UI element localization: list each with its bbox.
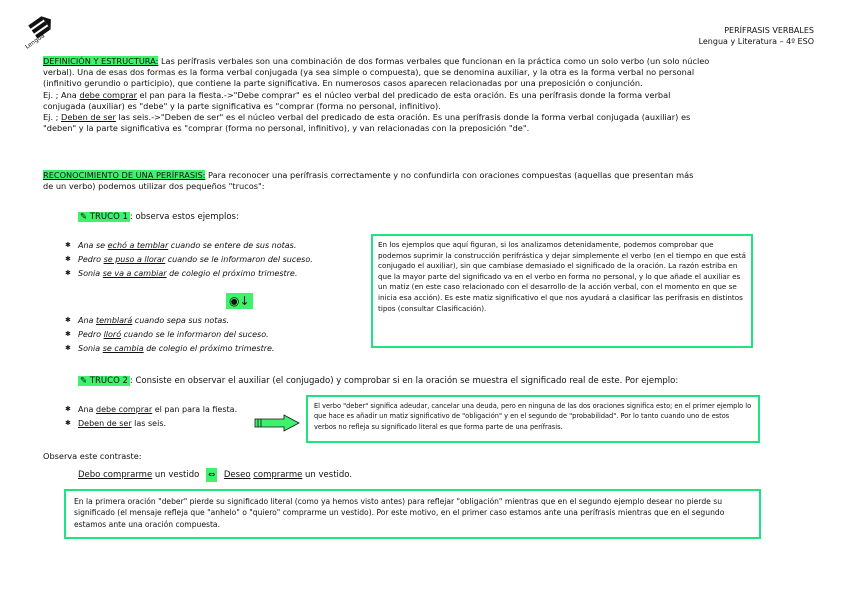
truco1-explanation: En los ejemplos que aquí figuran, si los analizamos detenidamente, podemos comprobar que podemos suprimir la construcción perifrástica y dejar simplemente el verbo (en el tiempo en que está conjugado el auxiliar), sin que cambiase demasiado el significado de la oración. La razón estriba en que la mayor parte del significado va en el verbo en forma no personal, y lo que añade el auxiliar es un matiz (en este caso relacionado con el desarrollo de la acción verbal, con el momento en que se inicia esa acción). Es este matiz significativo el que nos ayudará a clasificar las perífrasis en distintos tipos (consultar Clasificación). — [378, 240, 746, 313]
example-text: Ej. ; Ana — [43, 89, 80, 100]
truco2-title — [78, 376, 678, 386]
right-arrow-icon — [254, 414, 300, 436]
example-text: conjugada (auxiliar) es "debe" y la parte significativa es "comprar (forma no personal, infinitivo). — [43, 100, 441, 111]
contrast-intro: Observa este contraste: — [43, 451, 142, 461]
definition-line: Las perífrasis verbales son una combinación de dos formas verbales que funcionan en la práctica como un solo verbo (un solo núcleo — [161, 56, 710, 66]
logo — [23, 14, 62, 54]
list-item: ✱ Sonia se va a cambiar de colegio el próximo trimestre. — [78, 269, 297, 278]
pointer-icon: ✎ — [80, 376, 88, 386]
list-item: ✱ Deben de ser las seis. — [78, 419, 166, 428]
definition-section — [43, 56, 823, 134]
list-item: ✱ Ana temblará cuando sepa sus notas. — [78, 316, 229, 325]
example-text: Ej. ; — [43, 112, 62, 123]
eye-arrow-icons — [226, 293, 253, 309]
header-title: PERÍFRASIS VERBALES — [724, 26, 814, 35]
contrast-verb: comprarme — [253, 470, 303, 480]
truco2-text: : Consiste en observar el auxiliar (el conjugado) y comprobar si en la oración se muestra el significado real de este. Por ejemplo: — [129, 376, 679, 386]
truco1-title — [78, 212, 239, 222]
list-item: ✱ Pedro se puso a llorar cuando se le informaron del suceso. — [78, 255, 313, 264]
list-item: ✱ Pedro lloró cuando se le informaron del suceso. — [78, 330, 269, 339]
truco1-label: TRUCO 1 — [89, 212, 128, 222]
truco2-explanation: El verbo "deber" significa adeudar, cancelar una deuda, pero en ninguna de las dos oraciones significa esto; en el primer ejemplo lo que hace es añadir un matiz significativo de "obligación" y en el segundo de "probabilidad". Por lo tanto cuando uno de estos verbos no refleja su significado literal es que forma parte de una perífrasis. — [314, 402, 752, 431]
contrast-examples — [78, 468, 352, 482]
example-text: "deben" y la parte significativa es "comprar (forma no personal, infinitivo), y van relacionadas con la preposición "de". — [43, 123, 530, 134]
definition-line: verbal). Una de esas dos formas es la forma verbal conjugada (ya sea simple o compuesta), que se denomina auxiliar, y la otra es la forma verbal no personal — [43, 67, 695, 78]
example-text: el pan para la fiesta.->"Debe comprar" es el núcleo verbal del predicado de esta oración. Es una perífrasis donde la forma verbal — [136, 89, 671, 100]
recognition-section — [43, 170, 823, 192]
pointer-icon: ✎ — [80, 212, 88, 222]
definition-heading: DEFINICIÓN Y ESTRUCTURA: — [43, 56, 159, 66]
contrast-explanation: En la primera oración "deber" pierde su significado literal (como ya hemos visto antes) para reflejar "obligación" mientras que en el segundo ejemplo desear no pierde su significado (el mensaje refleja que "anhelo" o "quiero" comprarme un vestido). Por este motivo, en el primer caso estamos ante una perífrasis mientras que en el segundo estamos ante una oración compuesta. — [74, 497, 725, 529]
contrast-periphrasis: Debo comprarme — [78, 470, 153, 480]
header — [699, 25, 814, 47]
eye-icon: ◉ — [229, 294, 240, 308]
contrast-text: un vestido. — [302, 470, 353, 480]
list-item: ✱ Sonia se cambia de colegio el próximo trimestre. — [78, 344, 274, 353]
down-arrow-icon: ↓ — [239, 294, 250, 308]
list-item: ✱ Ana debe comprar el pan para la fiesta. — [78, 405, 237, 414]
logo-text: Lengua — [23, 32, 47, 51]
recognition-heading: RECONOCIMIENTO DE UNA PERÍFRASIS: — [43, 170, 206, 180]
header-subtitle: Lengua y Literatura – 4º ESO — [698, 37, 814, 46]
recognition-line: Para reconocer una perífrasis correctamente y no confundirla con oraciones compuestas (aquellas que presentan más — [208, 170, 694, 180]
example-text: las seis.->"Deben de ser" es el núcleo verbal del predicado de esta oración. Es una perífrasis donde la forma verbal conjugada (auxiliar) es — [115, 112, 691, 123]
example-periphrasis: debe comprar — [79, 89, 137, 100]
contrast-verb: Deseo — [223, 470, 251, 480]
example-periphrasis: Deben de ser — [61, 112, 116, 123]
double-arrow-icon: ⇔ — [208, 470, 216, 480]
truco1-text: : observa estos ejemplos: — [129, 212, 239, 222]
recognition-line: de un verbo) podemos utilizar dos pequeños "trucos": — [43, 181, 265, 192]
truco2-explanation-box — [306, 395, 760, 443]
contrast-explanation-box — [64, 489, 761, 539]
truco2-label: TRUCO 2 — [89, 376, 128, 386]
truco1-explanation-box — [371, 234, 753, 348]
definition-line: (infinitivo gerundio o participio), que contiene la parte significativa. En numerosos casos aparecen relacionadas por una preposición o conjunción. — [43, 78, 643, 89]
list-item: ✱ Ana se echó a temblar cuando se entere de sus notas. — [78, 241, 296, 250]
contrast-text: un vestido — [152, 470, 200, 480]
